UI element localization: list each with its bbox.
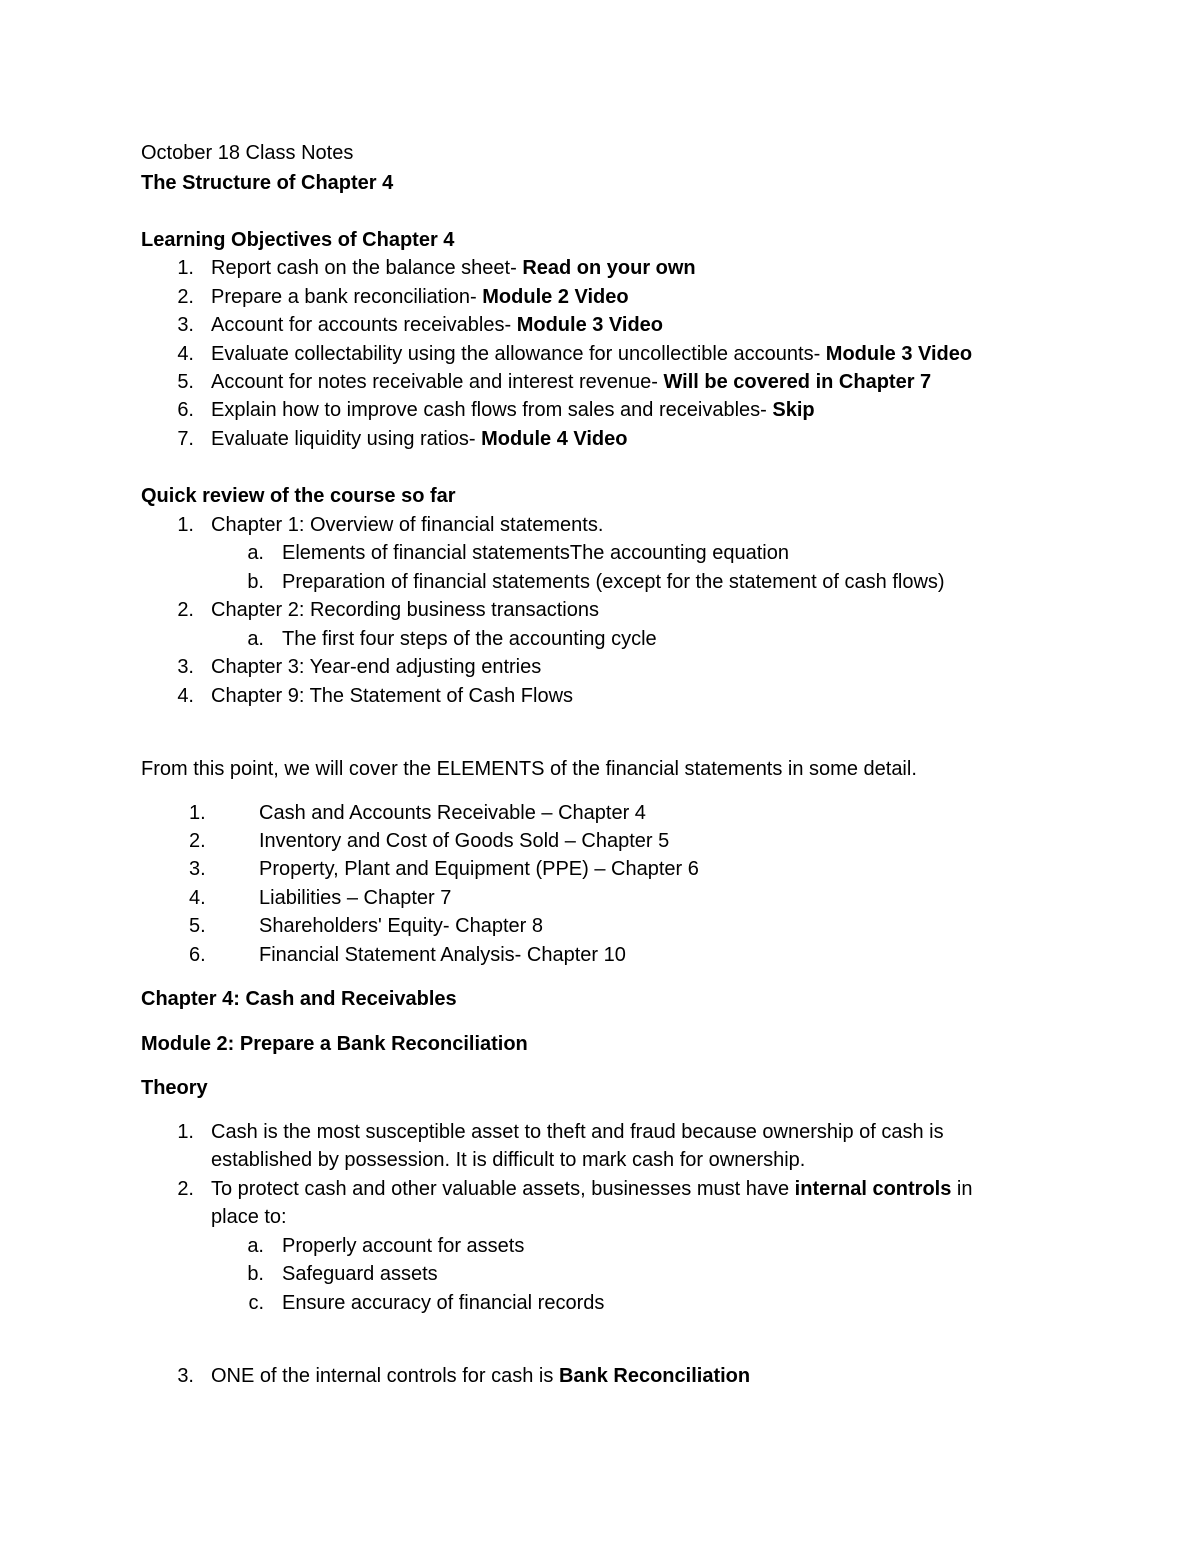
list-item-text: Ensure accuracy of financial records — [282, 1292, 605, 1314]
list-number: 3. — [177, 656, 194, 678]
list-item-text: Elements of financial statementsThe accounting equation — [282, 542, 789, 564]
list-number: 1. — [177, 257, 194, 279]
list-number: 1. — [177, 514, 194, 536]
list-number: a. — [247, 1235, 264, 1257]
list-number: 4. — [177, 343, 194, 365]
list-number: 7. — [177, 428, 194, 450]
list-number: 3. — [189, 858, 206, 880]
list-number: 5. — [177, 371, 194, 393]
list-item-text: Account for notes receivable and interest revenue- Will be covered in Chapter 7 — [211, 371, 932, 393]
list-item-text: Preparation of financial statements (except for the statement of cash flows) — [282, 571, 945, 593]
list-item-text: The first four steps of the accounting cycle — [282, 628, 657, 650]
list-item-text: ONE of the internal controls for cash is Bank Reconciliation — [211, 1365, 751, 1387]
list-number: 4. — [177, 685, 194, 707]
list-item-text: Chapter 1: Overview of financial statements. — [211, 514, 604, 536]
list-number: b. — [247, 571, 264, 593]
list-item-text: Evaluate collectability using the allowance for uncollectible accounts- Module 3 Video — [211, 343, 973, 365]
list-number: a. — [247, 542, 264, 564]
structure-heading: The Structure of Chapter 4 — [141, 172, 394, 194]
list-number: 3. — [177, 1365, 194, 1387]
page-title: October 18 Class Notes — [141, 142, 354, 164]
theory-heading: Theory — [141, 1077, 208, 1099]
list-item-text: Cash and Accounts Receivable – Chapter 4 — [259, 802, 646, 824]
list-item-text: Financial Statement Analysis- Chapter 10 — [259, 944, 626, 966]
list-item-text: Chapter 9: The Statement of Cash Flows — [211, 685, 574, 707]
list-number: 2. — [177, 599, 194, 621]
list-item-text: Account for accounts receivables- Module 3 Video — [211, 314, 664, 336]
list-number: 1. — [189, 802, 206, 824]
list-number: 2. — [177, 1178, 194, 1200]
module-heading: Module 2: Prepare a Bank Reconciliation — [141, 1033, 528, 1055]
list-item-text-continued: place to: — [211, 1206, 287, 1228]
list-item-text: Cash is the most susceptible asset to theft and fraud because ownership of cash is — [211, 1121, 944, 1143]
list-number: 5. — [189, 915, 206, 937]
list-number: 6. — [177, 399, 194, 421]
list-number: 3. — [177, 314, 194, 336]
list-item-text: Explain how to improve cash flows from sales and receivables- Skip — [211, 399, 815, 421]
list-number: c. — [248, 1292, 264, 1314]
list-item-text: Evaluate liquidity using ratios- Module 4 Video — [211, 428, 628, 450]
list-item-text: Chapter 2: Recording business transactions — [211, 599, 599, 621]
list-item-text: Properly account for assets — [282, 1235, 525, 1257]
list-item-text: Shareholders' Equity- Chapter 8 — [259, 915, 543, 937]
list-item-text-continued: established by possession. It is difficult to mark cash for ownership. — [211, 1149, 806, 1171]
list-number: b. — [247, 1263, 264, 1285]
list-item-text: Property, Plant and Equipment (PPE) – Chapter 6 — [259, 858, 699, 880]
review-heading: Quick review of the course so far — [141, 485, 456, 507]
chapter-heading: Chapter 4: Cash and Receivables — [141, 988, 457, 1010]
list-item-text: Safeguard assets — [282, 1263, 438, 1285]
list-number: 2. — [177, 286, 194, 308]
list-item-text: Report cash on the balance sheet- Read on your own — [211, 257, 696, 279]
list-item-text: Inventory and Cost of Goods Sold – Chapter 5 — [259, 830, 670, 852]
elements-intro: From this point, we will cover the ELEMENTS of the financial statements in some detail. — [141, 758, 917, 780]
list-item-text: Liabilities – Chapter 7 — [259, 887, 452, 909]
list-number: a. — [247, 628, 264, 650]
objectives-heading: Learning Objectives of Chapter 4 — [141, 229, 455, 251]
list-item-text: Prepare a bank reconciliation- Module 2 Video — [211, 286, 629, 308]
list-number: 2. — [189, 830, 206, 852]
list-item-text: Chapter 3: Year-end adjusting entries — [211, 656, 542, 678]
list-number: 4. — [189, 887, 206, 909]
list-number: 6. — [189, 944, 206, 966]
list-item-text: To protect cash and other valuable assets, businesses must have internal controls in — [211, 1178, 973, 1200]
list-number: 1. — [177, 1121, 194, 1143]
